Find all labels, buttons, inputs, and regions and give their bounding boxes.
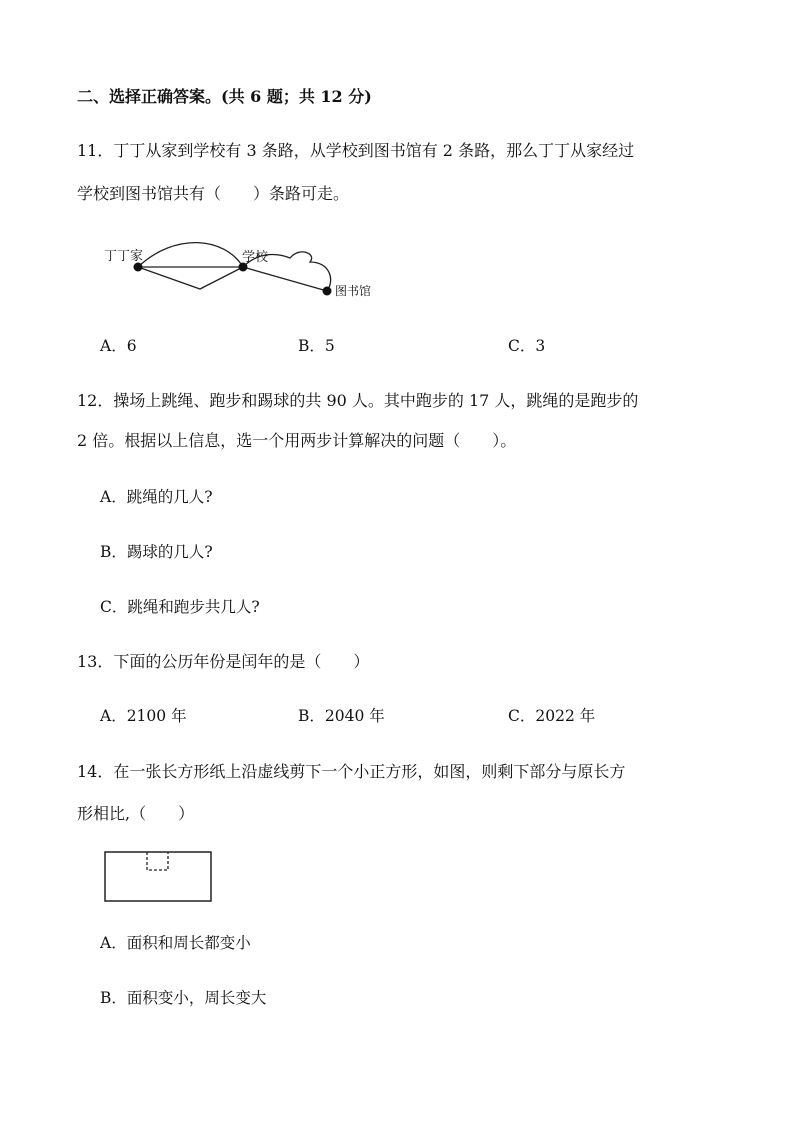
cut-square-dashed — [147, 852, 168, 870]
library-label: 图书馆 — [335, 284, 372, 298]
home-label: 丁丁家 — [104, 249, 144, 264]
question-14-text-line1: 14．在一张长方形纸上沿虚线剪下一个小正方形，如图，则剩下部分与原长方 — [77, 762, 626, 781]
route-home-school-v — [138, 267, 243, 289]
q13-option-c[interactable]: C．2022 年 — [508, 707, 596, 725]
q13-option-b[interactable]: B．2040 年 — [298, 707, 385, 725]
q13-option-a[interactable]: A．2100 年 — [100, 707, 187, 725]
route-school-library-straight — [243, 267, 327, 291]
q12-option-b[interactable]: B．踢球的几人? — [100, 543, 213, 561]
question-12-text-line1: 12．操场上跳绳、跑步和踢球的共 90 人。其中跑步的 17 人，跳绳的是跑步的 — [77, 391, 639, 410]
q12-option-c[interactable]: C．跳绳和跑步共几人? — [100, 598, 260, 616]
q11-option-b[interactable]: B．5 — [298, 337, 335, 355]
q11-option-c[interactable]: C．3 — [508, 337, 546, 355]
q14-option-a[interactable]: A．面积和周长都变小 — [100, 934, 251, 952]
question-11-text-line2: 学校到图书馆共有（ ）条路可走。 — [77, 184, 350, 203]
library-point — [323, 287, 332, 296]
question-13-text: 13．下面的公历年份是闰年的是（ ） — [77, 652, 370, 671]
question-12-text-line2: 2 倍。根据以上信息，选一个用两步计算解决的问题（ ）。 — [77, 431, 517, 450]
question-14-text-line2: 形相比,（ ） — [77, 804, 195, 823]
route-diagram — [95, 232, 395, 307]
q11-option-a[interactable]: A．6 — [100, 337, 137, 355]
question-11-text-line1: 11．丁丁从家到学校有 3 条路，从学校到图书馆有 2 条路，那么丁丁从家经过 — [77, 141, 635, 160]
rectangle-cut-diagram — [104, 850, 214, 904]
q12-option-a[interactable]: A．跳绳的几人? — [100, 488, 213, 506]
section-title: 二、选择正确答案。(共 6 题；共 12 分) — [77, 87, 372, 106]
q14-option-b[interactable]: B．面积变小，周长变大 — [100, 989, 267, 1007]
route-home-school-arc — [138, 243, 243, 267]
school-label: 学校 — [242, 250, 269, 265]
paper-rectangle — [105, 852, 211, 901]
